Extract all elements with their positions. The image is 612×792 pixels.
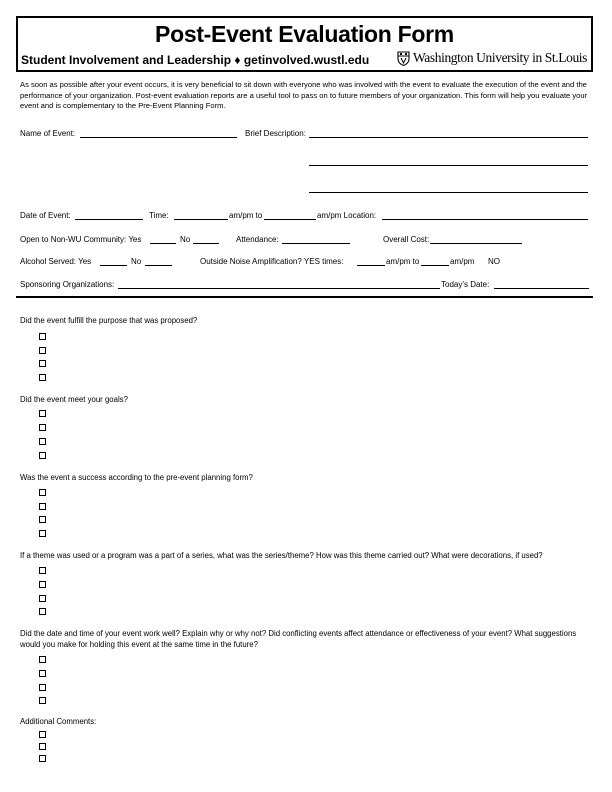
checkbox[interactable] [39,595,46,602]
attendance-label: Attendance: [236,235,279,244]
noise-to-label: am/pm to [386,257,420,266]
sponsoring-organizations-field[interactable] [118,288,440,289]
brief-description-label: Brief Description: [245,129,306,138]
start-time-field[interactable] [174,219,228,220]
checkbox[interactable] [39,516,46,523]
todays-date-label: Today’s Date: [441,280,490,289]
checkbox[interactable] [39,333,46,340]
brief-description-field[interactable] [309,137,588,138]
university-logo [397,50,587,66]
checkbox[interactable] [39,567,46,574]
checkbox[interactable] [39,755,46,762]
brief-description-field-line-2[interactable] [309,165,588,166]
noise-end-time-field[interactable] [421,265,449,266]
checkbox[interactable] [39,743,46,750]
event-name-field[interactable] [80,137,237,138]
university-name: Washington University in St.Louis [413,50,587,65]
event-name-label: Name of Event: [20,129,76,138]
university-shield-icon [397,51,410,66]
open-to-community-label: Open to Non-WU Community: Yes [20,235,142,244]
department-subtitle: Student Involvement and Leadership ♦ getinvolved.wustl.edu [21,53,370,67]
checkbox[interactable] [39,697,46,704]
overall-cost-field[interactable] [430,243,522,244]
open-yes-field[interactable] [150,243,176,244]
attendance-field[interactable] [282,243,350,244]
checkbox[interactable] [39,530,46,537]
alcohol-no-label: No [131,257,142,266]
section-divider [16,296,593,298]
todays-date-field[interactable] [494,288,589,289]
end-time-field[interactable] [264,219,316,220]
date-field[interactable] [75,219,143,220]
checkbox[interactable] [39,347,46,354]
additional-comments-label: Additional Comments: [20,717,97,726]
overall-cost-label: Overall Cost: [383,235,430,244]
open-no-field[interactable] [193,243,219,244]
date-label: Date of Event: [20,211,71,220]
checkbox[interactable] [39,438,46,445]
checkbox[interactable] [39,581,46,588]
checkbox[interactable] [39,360,46,367]
checkbox[interactable] [39,374,46,381]
time-label: Time: [149,211,169,220]
alcohol-no-field[interactable] [145,265,172,266]
noise-ampm-label: am/pm [450,257,475,266]
checkbox[interactable] [39,670,46,677]
checkbox[interactable] [39,503,46,510]
checkbox[interactable] [39,656,46,663]
form-title: Post-Event Evaluation Form [155,21,454,47]
form-header [16,16,593,72]
noise-start-time-field[interactable] [357,265,385,266]
question-theme: If a theme was used or a program was a part of a series, what was the series/theme? How was this theme carried out? What were decorations, if used? [20,551,543,560]
time-to-label: am/pm to [229,211,263,220]
open-no-label: No [180,235,191,244]
question-date-time: Did the date and time of your event work well? Explain why or why not? Did conflicting events affect attendance or effectiveness of your event? What suggestions would you make for holding this event at the same time in the future? [20,629,577,649]
checkbox[interactable] [39,608,46,615]
noise-amplification-label: Outside Noise Amplification? YES times: [200,257,344,266]
alcohol-yes-field[interactable] [100,265,127,266]
question-success: Was the event a success according to the pre-event planning form? [20,473,253,482]
sponsoring-organizations-label: Sponsoring Organizations: [20,280,115,289]
noise-no-label: NO [488,257,500,266]
alcohol-served-label: Alcohol Served: Yes [20,257,92,266]
location-label: am/pm Location: [317,211,377,220]
brief-description-field-line-3[interactable] [309,192,588,193]
location-field[interactable] [382,219,588,220]
checkbox[interactable] [39,684,46,691]
question-purpose: Did the event fulfill the purpose that was proposed? [20,316,198,325]
checkbox[interactable] [39,489,46,496]
checkbox[interactable] [39,731,46,738]
question-goals: Did the event meet your goals? [20,395,128,404]
checkbox[interactable] [39,452,46,459]
intro-paragraph: As soon as possible after your event occurs, it is very beneficial to sit down with everyone who was involved with the event to evaluate the execution of the event and the performance of your organization. Post-event evaluation reports are a useful tool to pass on to future members of your organization. This form will help you evaluate your event and is complementary to the Pre-Event Planning Form. [20,80,588,111]
checkbox[interactable] [39,410,46,417]
checkbox[interactable] [39,424,46,431]
